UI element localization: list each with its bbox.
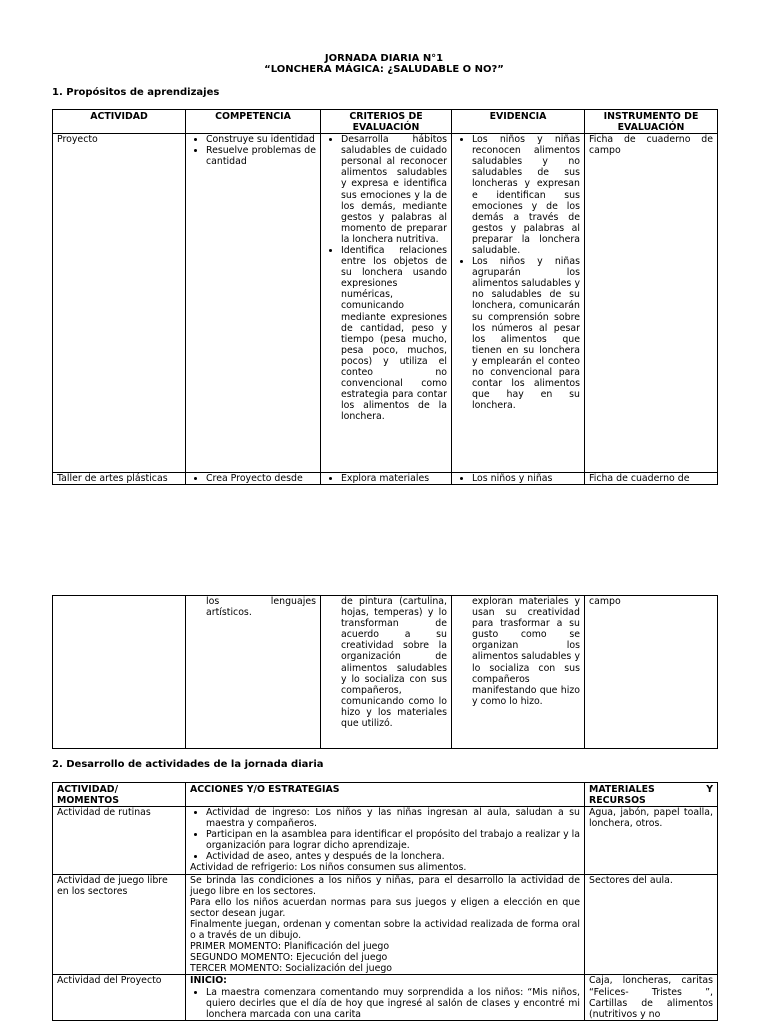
cell-instrumento: Ficha de cuaderno de xyxy=(585,472,718,484)
section-heading-purposes: 1. Propósitos de aprendizajes xyxy=(52,87,220,98)
table-row xyxy=(53,596,718,749)
refrigerio-text: Actividad de refrigerio: Los niños consumen sus alimentos. xyxy=(190,862,467,874)
list-item: • Actividad de ingreso: Los niños y las niñas ingresan al aula, saludan a su maestra y compañeros. xyxy=(206,807,580,829)
cell-actividad: Taller de artes plásticas xyxy=(53,472,186,484)
cell-instrumento: Ficha de cuaderno de campo xyxy=(585,134,718,473)
cell-evidencia xyxy=(452,472,585,484)
list-item: • Explora materiales xyxy=(341,473,447,484)
list-item: • Los niños y niñas agruparán los alimentos saludables y no saludables de su lonchera, comunicarán su comprensión sobre los números al pesar los alimentos que tienen en su lonchera y emplearán el conteo no convencional para contar los alimentos que hay en su lonchera. xyxy=(472,256,580,411)
table-row xyxy=(53,874,718,975)
paragraph: Para ello los niños acuerdan normas para sus juegos y eligen a elección en que sector desean jugar. xyxy=(190,896,580,919)
inicio-label: INICIO: xyxy=(190,975,227,987)
cell-criterios: de pintura (cartulina, hojas, temperas) y lo transforman de acuerdo a su creatividad sobre la organización de alimentos saludables y lo socializa con sus compañeros, comunicando como lo hizo y los materiales que utilizó. xyxy=(321,596,452,749)
cell-momento: Actividad de juego libre en los sectores xyxy=(53,874,186,975)
header-acciones: ACCIONES Y/O ESTRATEGIAS xyxy=(186,783,585,807)
header-criterios: CRITERIOS DE EVALUACIÓN xyxy=(321,110,452,134)
paragraph: Finalmente juegan, ordenan y comentan sobre la actividad realizada de forma oral o a través de un dibujo. xyxy=(190,918,580,942)
cell-competencia: los lenguajes artísticos. xyxy=(186,596,321,749)
table-row xyxy=(53,134,718,473)
list-item: • Actividad de aseo, antes y después de la lonchera. xyxy=(206,851,580,862)
cell-acciones xyxy=(186,874,585,975)
cell-criterios xyxy=(321,472,452,484)
list-item: • Crea Proyecto desde xyxy=(206,473,316,484)
header-instrumento: INSTRUMENTO DE EVALUACIÓN xyxy=(585,110,718,134)
title-line-1: JORNADA DIARIA N°1 xyxy=(324,53,444,64)
list-item: • Resuelve problemas de cantidad xyxy=(206,145,316,167)
list-item: • La maestra comenzara comentando muy sorprendida a los niños: “Mis niños, quiero decirles que el día de hoy que ingresé al salón de clases y encontré mi lonchera marcada con una carita xyxy=(206,987,580,1020)
header-materiales: MATERIALES Y RECURSOS xyxy=(585,783,718,807)
cell-momento: Actividad del Proyecto xyxy=(53,975,186,1020)
moment-line: PRIMER MOMENTO: Planificación del juego xyxy=(190,941,390,953)
cell-evidencia: exploran materiales y usan su creatividad para trasformar a su gusto como se organizan los alimentos saludables y lo socializa con sus compañeros manifestando que hizo y como lo hizo. xyxy=(452,596,585,749)
table-row xyxy=(53,472,718,484)
list-item: • Identifica relaciones entre los objetos de su lonchera usando expresiones numéricas, comunicando mediante expresiones de cantidad, peso y tiempo (pesa mucho, pesa poco, muchos, pocos) y utiliza el conteo no convencional como estrategia para contar los alimentos de la lonchera. xyxy=(341,245,447,423)
development-table xyxy=(52,782,718,1021)
cell-acciones xyxy=(186,975,585,1020)
cell-criterios xyxy=(321,134,452,473)
cell-actividad xyxy=(53,596,186,749)
list-item: • Participan en la asamblea para identificar el propósito del trabajo a realizar y la organización para lograr dicho aprendizaje. xyxy=(206,829,580,851)
header-competencia: COMPETENCIA xyxy=(186,110,321,134)
cell-momento: Actividad de rutinas xyxy=(53,807,186,875)
header-evidencia: EVIDENCIA xyxy=(452,110,585,134)
table-row xyxy=(53,975,718,1020)
table-header-row xyxy=(53,783,718,807)
cell-acciones xyxy=(186,807,585,875)
cell-materiales: Caja, loncheras, caritas “Felices- Tristes ”, Cartillas de alimentos (nutritivos y no xyxy=(585,975,718,1020)
list-item: • Los niños y niñas reconocen alimentos saludables y no saludables de sus loncheras y expresan e identifican sus emociones y de los demás a través de gestos y palabras al preparar la lonchera saludable. xyxy=(472,134,580,256)
header-actividad: ACTIVIDAD xyxy=(53,110,186,134)
document-title xyxy=(0,53,768,75)
cell-materiales: Agua, jabón, papel toalla, lonchera, otros. xyxy=(585,807,718,875)
table-row xyxy=(53,807,718,875)
list-item: • Los niños y niñas xyxy=(472,473,580,484)
section-heading-development: 2. Desarrollo de actividades de la jornada diaria xyxy=(52,759,324,770)
cell-instrumento: campo xyxy=(585,596,718,749)
title-line-2: “LONCHERA MÁGICA: ¿SALUDABLE O NO?” xyxy=(264,64,504,75)
moment-line: SEGUNDO MOMENTO: Ejecución del juego xyxy=(190,952,388,964)
list-item: • Desarrolla hábitos saludables de cuidado personal al reconocer alimentos saludables y expresa e identifica sus emociones y la de los demás, mediante gestos y palabras al momento de preparar la lonchera nutritiva. xyxy=(341,134,447,245)
cell-competencia xyxy=(186,134,321,473)
paragraph: Se brinda las condiciones a los niños y niñas, para el desarrollo la actividad de juego libre en los sectores. xyxy=(190,874,580,897)
header-momentos: ACTIVIDAD/ MOMENTOS xyxy=(53,783,186,807)
cell-materiales: Sectores del aula. xyxy=(585,874,718,975)
list-item: • Construye su identidad xyxy=(206,134,316,145)
cell-competencia xyxy=(186,472,321,484)
table-header-row xyxy=(53,110,718,134)
cell-actividad: Proyecto xyxy=(53,134,186,473)
purposes-table-continued xyxy=(52,595,718,749)
cell-evidencia xyxy=(452,134,585,473)
purposes-table xyxy=(52,109,718,485)
moment-line: TERCER MOMENTO: Socialización del juego xyxy=(190,963,393,975)
